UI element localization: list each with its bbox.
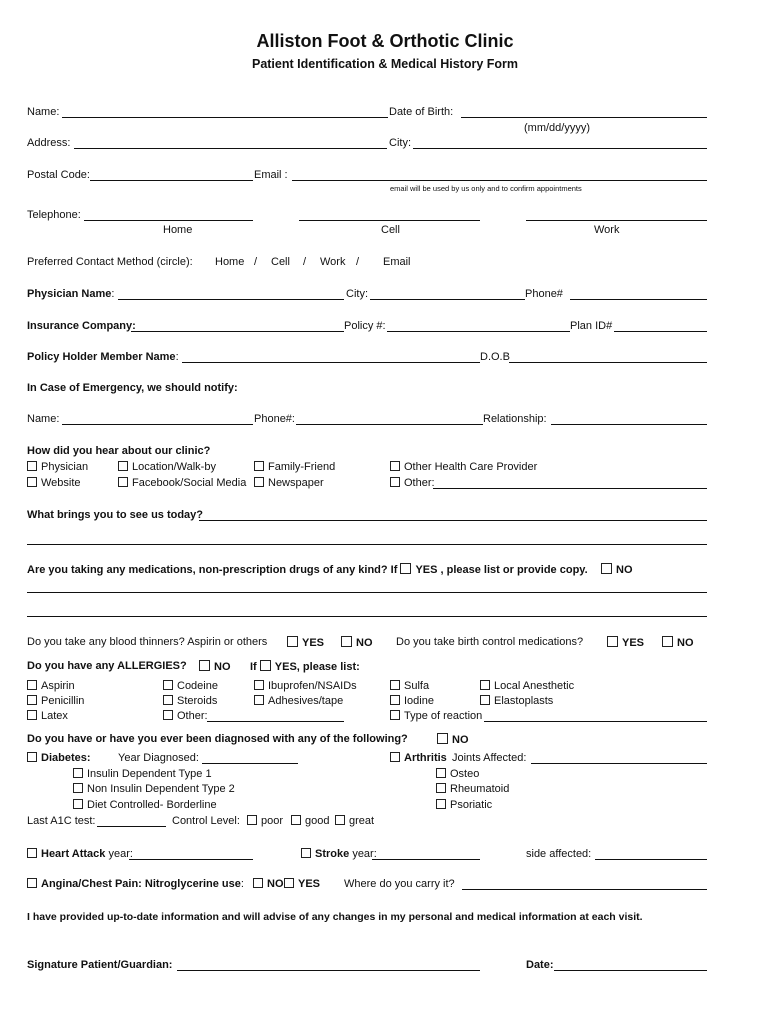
checkbox-icon [27, 461, 37, 471]
policy-holder-colon: : [175, 351, 179, 363]
allergy-local-anesthetic-option[interactable]: Local Anesthetic [480, 680, 574, 693]
checkbox-icon [254, 680, 264, 690]
checkbox-icon [291, 815, 301, 825]
dob-format-hint: (mm/dd/yyyy) [524, 122, 590, 134]
checkbox-icon [247, 815, 257, 825]
arthritis-rheumatoid-option[interactable]: Rheumatoid [436, 783, 509, 796]
checkbox-icon [390, 680, 400, 690]
checkbox-icon [73, 799, 83, 809]
name-label: Name: [27, 106, 60, 118]
preferred-work-option[interactable]: Work [320, 256, 346, 268]
physician-city-field[interactable] [370, 299, 525, 300]
insurance-company-field[interactable] [131, 331, 344, 332]
attestation-statement: I have provided up-to-date information and will advise of any changes in my personal and medical information at each visit. [27, 911, 643, 923]
diabetes-type2-option[interactable]: Non Insulin Dependent Type 2 [73, 783, 235, 796]
city-field[interactable] [413, 148, 707, 149]
checkbox-icon [27, 848, 37, 858]
checkbox-icon [390, 752, 400, 762]
thinners-no-option[interactable]: NO [341, 636, 373, 650]
checkbox-icon [436, 768, 446, 778]
referral-facebook-option[interactable]: Facebook/Social Media [118, 477, 246, 490]
checkbox-icon [284, 878, 294, 888]
preferred-home-option[interactable]: Home [215, 256, 245, 268]
checkbox-icon [335, 815, 345, 825]
referral-website-option[interactable]: Website [27, 477, 81, 490]
physician-city-label: City: [346, 288, 368, 300]
diabetes-type1-option[interactable]: Insulin Dependent Type 1 [73, 768, 212, 781]
checkbox-icon [163, 710, 173, 720]
form-subtitle: Patient Identification & Medical History Form [251, 57, 518, 71]
diabetes-option[interactable]: Diabetes: [27, 752, 91, 765]
referral-newspaper-option[interactable]: Newspaper [254, 477, 324, 490]
dob-label: Date of Birth: [389, 106, 454, 118]
emergency-heading: In Case of Emergency, we should notify: [27, 382, 238, 394]
checkbox-icon [73, 768, 83, 778]
control-good-option[interactable]: good [291, 815, 329, 828]
allergy-adhesives-option[interactable]: Adhesives/tape [254, 695, 343, 708]
preferred-contact-label: Preferred Contact Method (circle): [27, 256, 193, 268]
heart-attack-option[interactable]: Heart Attack year: [27, 848, 133, 861]
side-affected-field[interactable] [595, 859, 707, 860]
checkbox-icon[interactable] [400, 563, 411, 574]
signature-date-label: Date: [526, 959, 554, 971]
allergy-sulfa-option[interactable]: Sulfa [390, 680, 429, 693]
emergency-name-field[interactable] [62, 424, 253, 425]
physician-name-field[interactable] [118, 299, 344, 300]
checkbox-icon [480, 680, 490, 690]
insurance-company-label: Insurance Company: [27, 320, 136, 332]
stroke-option[interactable]: Stroke year: [301, 848, 377, 861]
checkbox-icon [73, 783, 83, 793]
checkbox-icon [341, 636, 352, 647]
visit-reason-field[interactable] [199, 520, 707, 521]
email-note: email will be used by us only and to confirm appointments [390, 184, 582, 193]
checkbox-icon [27, 695, 37, 705]
referral-family-option[interactable]: Family-Friend [254, 461, 335, 474]
form-title: Alliston Foot & Orthotic Clinic [256, 31, 514, 51]
emergency-phone-label: Phone#: [254, 413, 295, 425]
checkbox-icon [390, 695, 400, 705]
allergy-penicillin-option[interactable]: Penicillin [27, 695, 84, 708]
joints-affected-label: Joints Affected: [452, 752, 527, 764]
plan-id-label: Plan ID# [570, 320, 613, 332]
signature-date-field[interactable] [554, 970, 707, 971]
referral-other-hcp-option[interactable]: Other Health Care Provider [390, 461, 537, 474]
checkbox-icon [260, 660, 271, 671]
relationship-field[interactable] [551, 424, 707, 425]
work-phone-caption: Work [594, 224, 620, 236]
birth-control-no-option[interactable]: NO [662, 636, 694, 650]
preferred-cell-option[interactable]: Cell [271, 256, 290, 268]
city-label: City: [389, 137, 411, 149]
checkbox-icon [27, 477, 37, 487]
referral-physician-option[interactable]: Physician [27, 461, 88, 474]
policy-holder-field[interactable] [182, 362, 480, 363]
referral-other-field[interactable] [433, 488, 707, 489]
medications-field-line1[interactable] [27, 592, 707, 593]
checkbox-icon [254, 695, 264, 705]
checkbox-icon [480, 695, 490, 705]
postal-code-label: Postal Code: [27, 169, 90, 181]
referral-other-option[interactable]: Other: [390, 477, 435, 490]
allergy-other-field[interactable] [207, 721, 344, 722]
physician-phone-label: Phone# [525, 288, 563, 300]
checkbox-icon [27, 752, 37, 762]
carry-location-label: Where do you carry it? [344, 878, 455, 890]
separator: / [356, 256, 360, 268]
checkbox-icon [437, 733, 448, 744]
year-diagnosed-field[interactable] [202, 763, 298, 764]
allergy-latex-option[interactable]: Latex [27, 710, 68, 723]
telephone-label: Telephone: [27, 209, 81, 221]
emergency-phone-field[interactable] [296, 424, 483, 425]
checkbox-icon [163, 680, 173, 690]
name-field[interactable] [62, 117, 388, 118]
side-affected-label: side affected: [526, 848, 592, 860]
cell-phone-field[interactable] [299, 220, 480, 221]
signature-label: Signature Patient/Guardian: [27, 959, 173, 971]
cell-phone-caption: Cell [381, 224, 400, 236]
diabetes-diet-option[interactable]: Diet Controlled- Borderline [73, 799, 217, 812]
checkbox-icon [301, 848, 311, 858]
allergy-aspirin-option[interactable]: Aspirin [27, 680, 75, 693]
checkbox-icon [118, 461, 128, 471]
diagnosis-question: Do you have or have you ever been diagnosed with any of the following? [27, 733, 408, 745]
joints-affected-field[interactable] [531, 763, 707, 764]
preferred-email-option[interactable]: Email [383, 256, 411, 268]
checkbox-icon [436, 799, 446, 809]
allergy-ibuprofen-option[interactable]: Ibuprofen/NSAIDs [254, 680, 357, 693]
control-poor-option[interactable]: poor [247, 815, 283, 828]
separator: / [254, 256, 258, 268]
heart-attack-year-field[interactable] [129, 859, 253, 860]
arthritis-osteo-option[interactable]: Osteo [436, 768, 479, 781]
checkbox-icon [390, 710, 400, 720]
signature-field[interactable] [177, 970, 480, 971]
control-level-label: Control Level: [172, 815, 240, 827]
allergy-reaction-field[interactable] [484, 721, 707, 722]
referral-heading: How did you hear about our clinic? [27, 445, 211, 457]
holder-dob-label: D.O.B [480, 351, 510, 363]
address-label: Address: [27, 137, 71, 149]
email-field[interactable] [292, 180, 707, 181]
allergy-codeine-option[interactable]: Codeine [163, 680, 218, 693]
checkbox-icon [118, 477, 128, 487]
checkbox-icon [607, 636, 618, 647]
emergency-name-label: Name: [27, 413, 60, 425]
policy-number-label: Policy #: [344, 320, 386, 332]
checkbox-icon [390, 477, 400, 487]
checkbox-icon [253, 878, 263, 888]
relationship-label: Relationship: [483, 413, 547, 425]
allergy-reaction-label: Type of reaction [390, 710, 482, 723]
home-phone-field[interactable] [84, 220, 253, 221]
allergies-yes-option[interactable]: If YES, please list: [250, 661, 360, 673]
checkbox-icon [390, 461, 400, 471]
allergy-iodine-option[interactable]: Iodine [390, 695, 434, 708]
birth-control-question: Do you take birth control medications? [396, 636, 584, 648]
stroke-year-field[interactable] [372, 859, 480, 860]
checkbox-icon [27, 710, 37, 720]
year-diagnosed-label: Year Diagnosed: [118, 752, 199, 764]
checkbox-icon [287, 636, 298, 647]
physician-name-colon: : [111, 288, 115, 300]
medications-no-option[interactable]: NO [601, 563, 633, 577]
thinners-yes-option[interactable]: YES [287, 636, 324, 650]
referral-location-option[interactable]: Location/Walk-by [118, 461, 216, 474]
home-phone-caption: Home [163, 224, 193, 236]
allergies-question: Do you have any ALLERGIES? [27, 660, 187, 672]
visit-reason-field-line2[interactable] [27, 544, 707, 545]
physician-phone-field[interactable] [570, 299, 707, 300]
angina-no-option[interactable]: NO [253, 878, 284, 891]
checkbox-icon [199, 660, 210, 671]
carry-location-field[interactable] [462, 889, 707, 890]
angina-yes-option[interactable]: YES [284, 878, 320, 891]
medications-field-line2[interactable] [27, 616, 707, 617]
arthritis-option[interactable]: Arthritis [390, 752, 447, 765]
policy-number-field[interactable] [387, 331, 570, 332]
postal-code-field[interactable] [90, 180, 253, 181]
checkbox-icon [27, 878, 37, 888]
checkbox-icon [254, 461, 264, 471]
arthritis-psoriatic-option[interactable]: Psoriatic [436, 799, 492, 812]
allergy-other-option[interactable]: Other: [163, 710, 208, 723]
physician-name-label: Physician Name [27, 288, 112, 300]
checkbox-icon [662, 636, 673, 647]
birth-control-yes-option[interactable]: YES [607, 636, 644, 650]
angina-option[interactable]: Angina/Chest Pain: Nitroglycerine use: [27, 878, 244, 891]
diagnosis-no-option[interactable]: NO [437, 733, 469, 747]
address-field[interactable] [74, 148, 387, 149]
checkbox-icon [163, 695, 173, 705]
checkbox-icon [27, 680, 37, 690]
checkbox-icon [436, 783, 446, 793]
medications-question: Are you taking any medications, non-prescription drugs of any kind? If YES , please list or provide copy. [27, 564, 588, 576]
visit-reason-label: What brings you to see us today? [27, 509, 204, 521]
plan-id-field[interactable] [614, 331, 707, 332]
holder-dob-field[interactable] [509, 362, 707, 363]
a1c-label: Last A1C test: [27, 815, 96, 827]
allergy-steroids-option[interactable]: Steroids [163, 695, 217, 708]
allergies-no-option[interactable]: NO [199, 660, 231, 674]
allergy-elastoplasts-option[interactable]: Elastoplasts [480, 695, 553, 708]
blood-thinners-question: Do you take any blood thinners? Aspirin or others [27, 636, 268, 648]
work-phone-field[interactable] [526, 220, 707, 221]
checkbox-icon [254, 477, 264, 487]
dob-field[interactable] [461, 117, 707, 118]
policy-holder-label: Policy Holder Member Name [27, 351, 176, 363]
control-great-option[interactable]: great [335, 815, 374, 828]
a1c-field[interactable] [97, 826, 166, 827]
checkbox-icon [601, 563, 612, 574]
separator: / [303, 256, 307, 268]
email-label: Email : [254, 169, 288, 181]
